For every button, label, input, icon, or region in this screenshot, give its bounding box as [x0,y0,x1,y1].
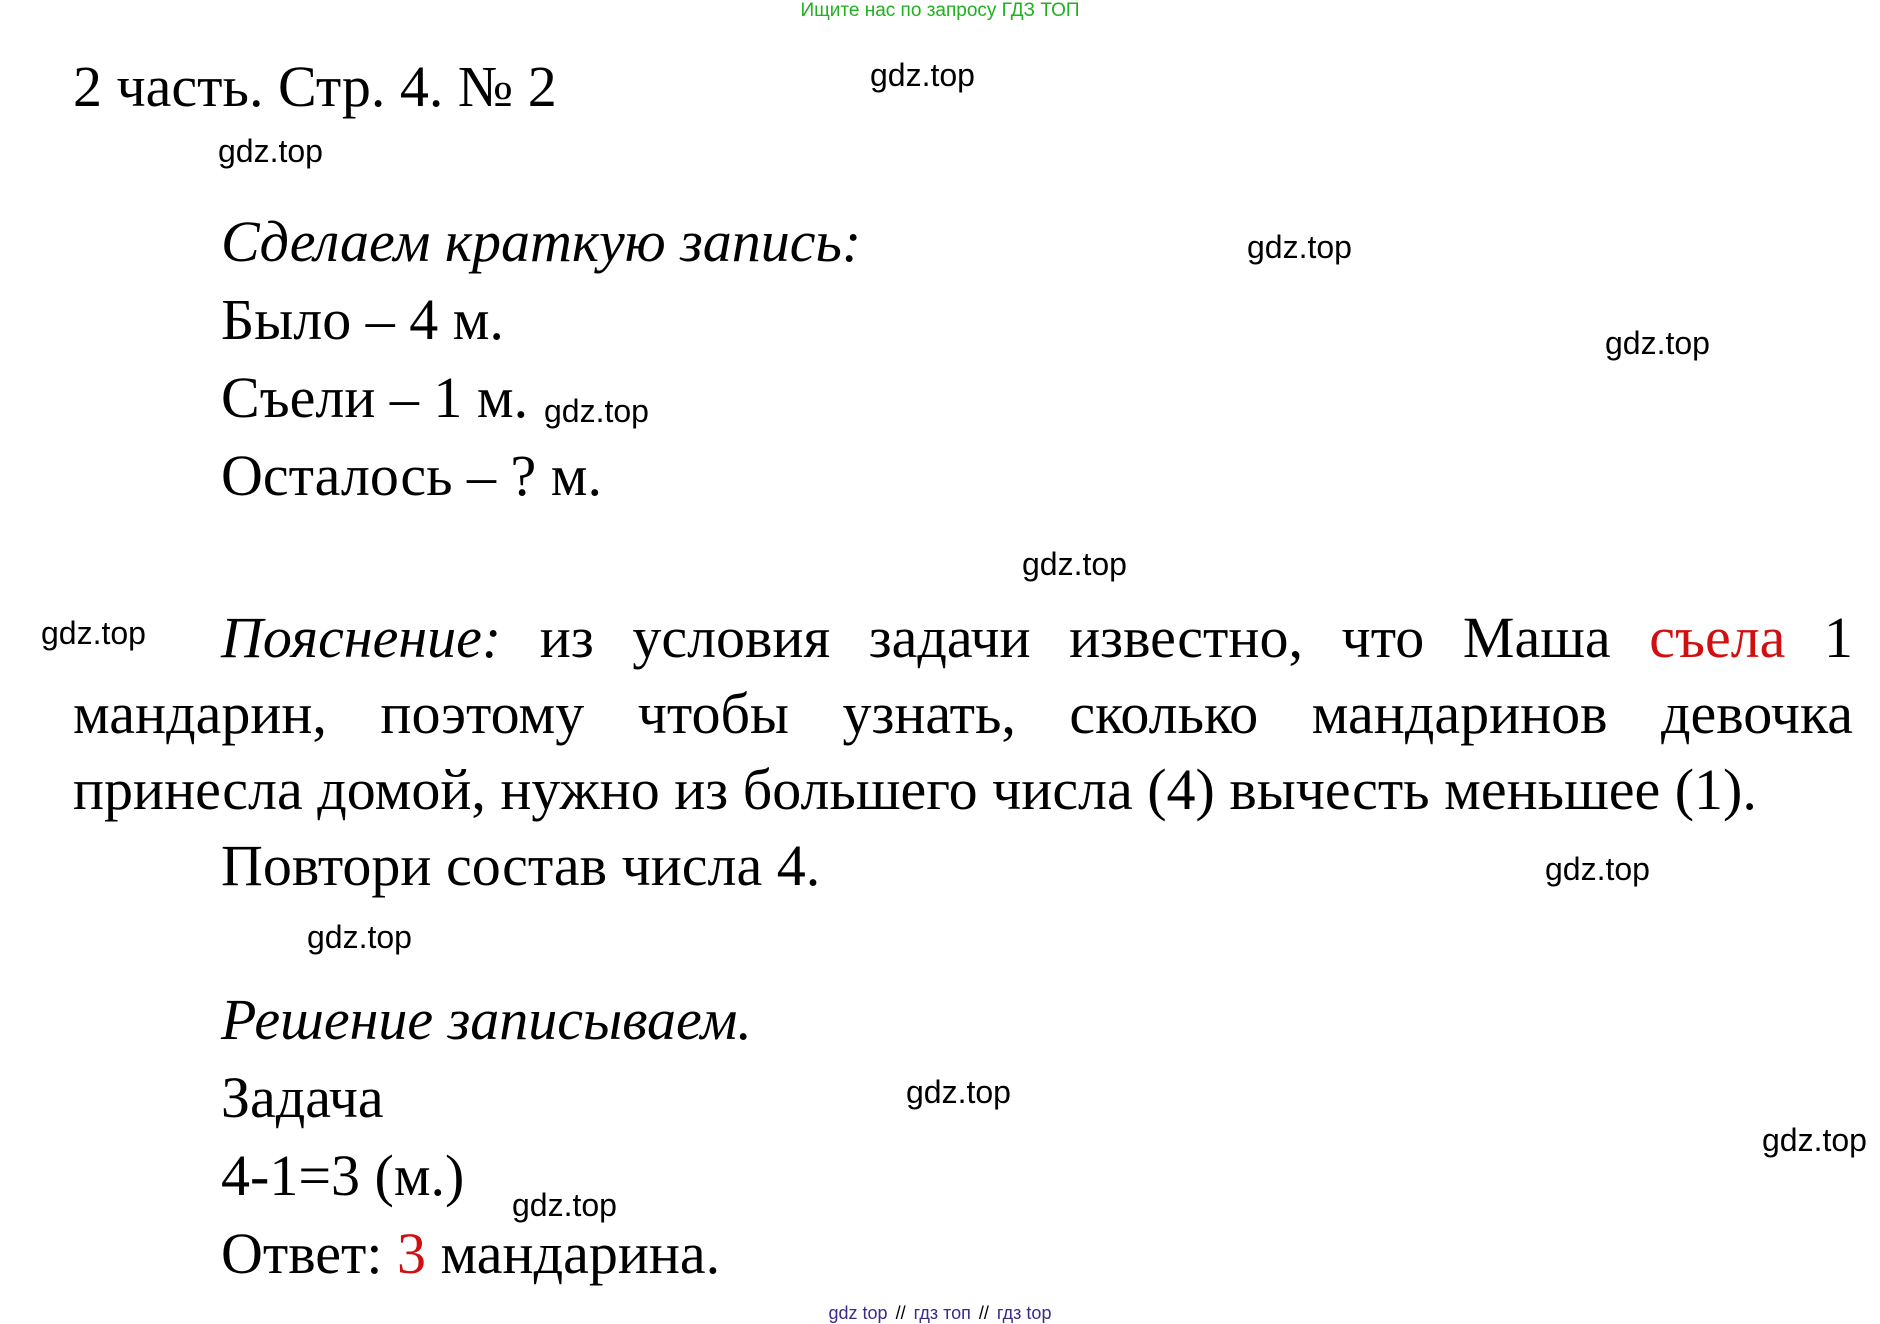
footer-separator: // [978,1303,989,1323]
short-note-label: Сделаем краткую запись: [221,209,862,274]
answer-prefix: Ответ: [221,1221,397,1286]
watermark: gdz.top [307,919,412,955]
watermark: gdz.top [1022,546,1127,582]
watermark: gdz.top [1545,851,1650,887]
answer-suffix: мандарина. [425,1221,721,1286]
explanation-text-start: из условия задачи известно, что Маша [501,605,1650,670]
footer-link-gdz-top-mixed[interactable]: гдз top [996,1303,1052,1323]
explanation-text-end: 1 мандарин, поэтому чтобы узнать, сколько мандаринов девочка принесла домой, нужно из большего числа (4) вычесть меньшее (1). [73,605,1853,822]
watermark: gdz.top [1605,325,1710,361]
footer-link-gdz-top-cyrillic[interactable]: гдз топ [913,1303,971,1323]
watermark: gdz.top [218,133,323,169]
explanation-label: Пояснение: [221,605,502,670]
footer-separator: // [895,1303,906,1323]
watermark: gdz.top [870,57,975,93]
watermark: gdz.top [906,1074,1011,1110]
watermark: gdz.top [1247,229,1352,265]
short-note-line-had: Было – 4 м. [221,287,504,352]
search-banner: Ищите нас по запросу ГДЗ ТОП [800,0,1080,21]
explanation-highlight: съела [1649,605,1786,670]
watermark: gdz.top [512,1187,617,1223]
task-heading: Задача [221,1065,384,1130]
page-heading: 2 часть. Стр. 4. № 2 [73,54,557,119]
solution-equation: 4-1=3 (м.) [221,1143,465,1208]
repeat-instruction: Повтори состав числа 4. [221,833,821,898]
answer-line [221,1219,720,1289]
answer-value: 3 [396,1221,426,1286]
solution-label: Решение записываем. [221,987,752,1052]
watermark: gdz.top [41,615,146,651]
footer-links [0,1303,1880,1323]
explanation-paragraph [73,600,1853,828]
footer-link-gdz-top[interactable]: gdz top [828,1303,888,1323]
watermark: gdz.top [544,393,649,429]
short-note-line-left: Осталось – ? м. [221,443,602,508]
watermark: gdz.top [1762,1122,1867,1158]
short-note-line-ate: Съели – 1 м. [221,365,529,430]
